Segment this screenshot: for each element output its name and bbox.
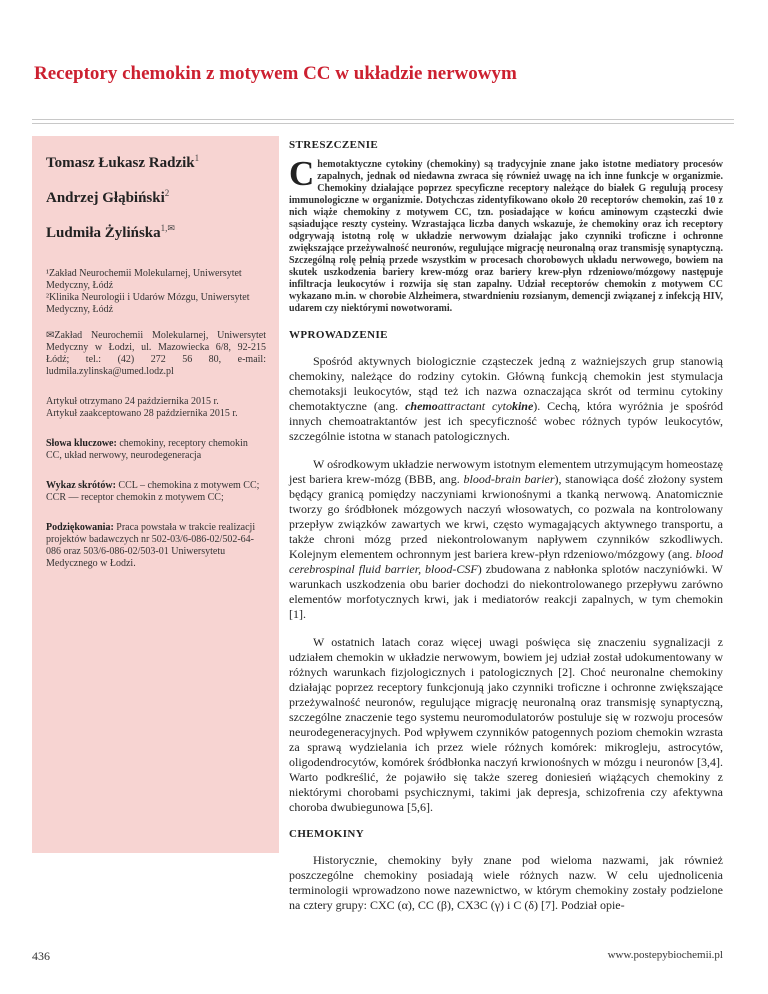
abbreviations-label: Wykaz skrótów: bbox=[46, 480, 116, 491]
abstract-text: Chemotaktyczne cytokiny (chemokiny) są tradycyjnie znane jako istotne mediatory procesów zapalnych, jednak od niedawna zwraca się również uwagę na ich inne funkcje w organizmie. Chemokiny działające poprzez specyficzne receptory należące do białek G regulują procesy immunologiczne w organizmie. Dotychczas zidentyfikowano około 20 receptorów chemokin, zaś 10 z nich wiąże chemokiny z motywem CC, tzn. posiadające w końcu aminowym cząsteczki dwie sąsiadujące reszty cysteiny. Wzrastająca liczba danych wskazuje, że chemokiny oraz ich receptory odgrywają istotną rolę w układzie nerwowym działając jako czynniki troficzne i ochronne zwiększające przeżywalność neuronów, regulujące migrację neuronalną oraz transmisję synaptyczną. Szczególną rolę pełnią przede wszystkim w procesach chorobowych układu nerwowego, bowiem na skutek uszkodzenia bariery krew-mózg oraz bariery krew-płyn rdzeniowo/mózgowy następuje infiltracja leukocytów i rozwija się stan zapalny. Udział receptorów chemokin z motywem CC wykazano m.in. w chorobie Alzheimera, stwardnieniu rozsianym, demencji związanej z infekcją HIV, udarem czy niektórymi nowotworami. bbox=[289, 154, 723, 314]
journal-website: www.postepybiochemii.pl bbox=[607, 949, 723, 961]
author-name: Tomasz Łukasz Radzik$^1$ bbox=[46, 153, 200, 171]
correspondence-address: ✉Zakład Neurochemii Molekularnej, Uniwersytet Medyczny w Łodzi, ul. Mazowiecka 6/8, 92-215 Łódź; tel.: (42) 272 56 80, e-mail: ludmila.zylinska@umed.lodz.pl bbox=[46, 330, 266, 377]
abbreviations-text: CCL – chemokina z motywem CC; CCR — receptor chemokin z motywem CC; bbox=[46, 480, 260, 503]
dropcap: C bbox=[289, 154, 315, 193]
main-column bbox=[289, 136, 723, 913]
accepted-date: Artykuł zaakceptowano 28 października 2015 r. bbox=[46, 408, 238, 419]
paragraph: Spośród aktywnych biologicznie cząsteczek jedną z ważniejszych grup stanowią chemokiny, należące do rodziny cytokin. Główną funkcją chemokin jest stymulacja chemotaksji leukocytów, stąd też ich nazwa oznaczająca skrót od terminu cytokiny chemotaktyczne (ang. chemoattractant cytokine). Cechą, która wyróżnia je spośród innych chemoatraktantów jest ich specyficzność wobec różnych typów leukocytów, szczególnie istotna w stanach patologicznych. bbox=[289, 354, 724, 443]
paragraph: Historycznie, chemokiny były znane pod wieloma nazwami, jak również poszczególne chemokiny posiadają wiele różnych nazw. W celu ujednolicenia terminologii wprowadzono nowe nazewnictwo, w którym chemokiny zostały podzielone na cztery grupy: CXC (α), CC (β), CX3C (γ) i C (δ) [7]. Podział opie- bbox=[289, 853, 723, 912]
affiliation: ²Klinika Neurologii i Udarów Mózgu, Uniwersytet Medyczny, Łódź bbox=[46, 292, 250, 315]
keywords-text: chemokiny, receptory chemokin CC, układ nerwowy, neurodegeneracja bbox=[46, 438, 248, 461]
abbreviations bbox=[46, 480, 266, 504]
paragraph: W ostatnich latach coraz więcej uwagi poświęca się znaczeniu sygnalizacji z udziałem chemokin w układzie nerwowym, bowiem jej udział został udokumentowany w różnych warunkach fizjologicznych i patologicznych [2]. Choć neuronalne chemokiny działając poprzez receptory funkcjonują jako czynniki troficzne i ochronne zwiększające przeżywalność neuronów, regulujące migrację neuronalną oraz transmisję synaptyczną, szczególne znaczenie tego systemu neuromodulatorów postuluje się w rozwoju procesów neurodegeneracyjnych. Pod wpływem czynników patogennych poziom chemokin wzrasta za sprawą wydzielania ich przez wiele różnych komórek: mikrogleju, astrocytów, oligodendrocytów, komórek śródbłonka naczyń krwionośnych w mózgu i neuronów [3,4]. Warto podkreślić, że pojawiło się także szereg doniesień wiążących chemokiny z niektórymi chorobami psychicznymi, takimi jak depresja, schizofrenia czy afektywna choroba dwubiegunowa [5,6]. bbox=[289, 635, 723, 814]
affiliation: ¹Zakład Neurochemii Molekularnej, Uniwersytet Medyczny, Łódź bbox=[46, 268, 242, 291]
acknowledgements-label: Podziękowania: bbox=[46, 522, 114, 533]
keywords bbox=[46, 438, 266, 462]
section-heading: WPROWADZENIE bbox=[289, 329, 388, 341]
section-heading: CHEMOKINY bbox=[289, 828, 365, 840]
abstract-heading: STRESZCZENIE bbox=[289, 139, 379, 151]
author-name: Andrzej Głąbiński$^2$ bbox=[46, 188, 170, 206]
keywords-label: Słowa kluczowe: bbox=[46, 438, 117, 449]
author-sidebar bbox=[32, 136, 279, 853]
header-rule-bottom bbox=[32, 123, 734, 124]
author-name: Ludmiła Żylińska$^{1,✉}$ bbox=[46, 223, 175, 241]
article-title: Receptory chemokin z motywem CC w układzie nerwowym bbox=[34, 63, 517, 84]
acknowledgements bbox=[46, 522, 266, 570]
header-rule-top bbox=[32, 119, 734, 120]
paragraph: W ośrodkowym układzie nerwowym istotnym elementem utrzymującym homeostazę jest bariera krew-mózg (BBB, ang. blood-brain barier), stanowiąca dość złożony system będący granicą pomiędzy naczyniami krwionośnymi a tkanką nerwową. Anatomicznie tworzy go śródbłonek mózgowych naczyń włosowatych, co pozwala na kontrolowany przepływ związków zawartych we krwi, często wymagających aktywnego transportu, a także chroni mózg przed niekontrolowanym napływem czynników szkodliwych. Kolejnym elementem ochronnym jest bariera krew-płyn rdzeniowo/mózgowy (ang. blood cerebrospinal fluid barrier, blood-CSF) zbudowana z nabłonka splotów naczyniówki. W warunkach uszkodzenia obu barier dochodzi do niekontrolowanego przepływu zarówno elementów morfotycznych krwi, jak i mediatorów reakcji zapalnych, w tym chemokin [1]. bbox=[289, 457, 724, 621]
affiliations bbox=[46, 268, 266, 316]
acknowledgements-text: Praca powstała w trakcie realizacji projektów badawczych nr 502-03/6-086-02/502-64-086 oraz 503/6-086-02/503-01 Uniwersytetu Medycznego w Łodzi. bbox=[46, 522, 256, 569]
page-number: 436 bbox=[32, 949, 50, 963]
received-date: Artykuł otrzymano 24 października 2015 r. bbox=[46, 396, 219, 407]
article-dates bbox=[46, 396, 266, 420]
